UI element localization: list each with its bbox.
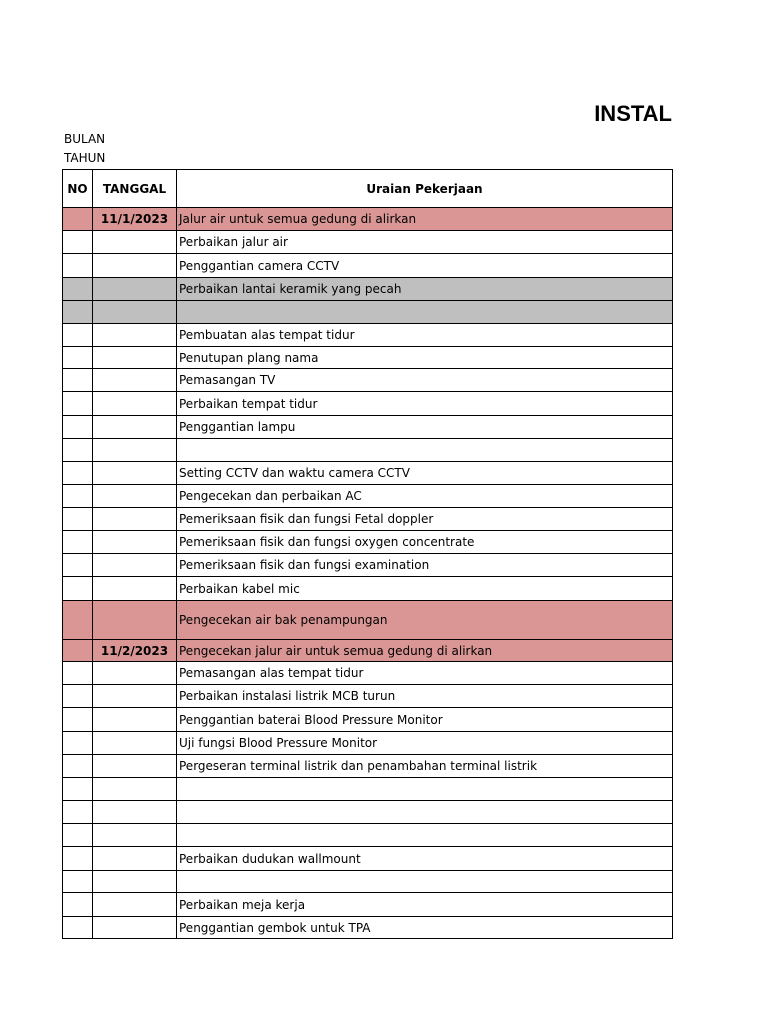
cell-tanggal [93,577,177,601]
cell-tanggal [93,301,177,324]
cell-uraian: Perbaikan kabel mic [177,577,673,601]
cell-no [63,554,93,577]
cell-no [63,231,93,254]
cell-no [63,301,93,324]
cell-uraian: Penutupan plang nama [177,347,673,369]
table-body [63,208,673,939]
cell-uraian [177,301,673,324]
cell-no [63,531,93,554]
cell-uraian: Pemasangan alas tempat tidur [177,662,673,685]
cell-tanggal: 11/2/2023 [93,640,177,662]
table-row [63,439,673,462]
cell-no [63,847,93,871]
table-row [63,301,673,324]
cell-no [63,917,93,939]
cell-tanggal [93,369,177,392]
table-row [63,231,673,254]
cell-uraian: Jalur air untuk semua gedung di alirkan [177,208,673,231]
header-tanggal: TANGGAL [93,170,177,208]
cell-no [63,732,93,755]
table-row [63,416,673,439]
cell-tanggal [93,254,177,278]
cell-no [63,508,93,531]
table-row [63,577,673,601]
cell-tanggal [93,554,177,577]
cell-uraian [177,439,673,462]
cell-uraian [177,824,673,847]
cell-uraian [177,871,673,893]
cell-no [63,708,93,732]
cell-uraian: Penggantian gembok untuk TPA [177,917,673,939]
cell-tanggal [93,278,177,301]
cell-no [63,871,93,893]
cell-no [63,347,93,369]
cell-uraian: Penggantian baterai Blood Pressure Monitor [177,708,673,732]
cell-tanggal [93,508,177,531]
table-row [63,531,673,554]
cell-tanggal [93,708,177,732]
cell-no [63,640,93,662]
cell-tanggal: 11/1/2023 [93,208,177,231]
cell-uraian: Perbaikan instalasi listrik MCB turun [177,685,673,708]
cell-no [63,801,93,824]
cell-tanggal [93,231,177,254]
work-log-table [62,169,673,939]
cell-no [63,755,93,778]
table-row [63,732,673,755]
cell-no [63,392,93,416]
table-row [63,917,673,939]
cell-no [63,778,93,801]
cell-no [63,278,93,301]
table-row [63,685,673,708]
table-row [63,254,673,278]
table-row [63,708,673,732]
cell-tanggal [93,755,177,778]
cell-uraian: Pemasangan TV [177,369,673,392]
cell-tanggal [93,531,177,554]
cell-uraian: Penggantian camera CCTV [177,254,673,278]
cell-uraian: Uji fungsi Blood Pressure Monitor [177,732,673,755]
page-title: INSTAL [594,101,672,126]
cell-no [63,369,93,392]
cell-tanggal [93,893,177,917]
cell-no [63,208,93,231]
table-row [63,485,673,508]
cell-tanggal [93,662,177,685]
cell-uraian: Pengecekan air bak penampungan [177,601,673,640]
table-row [63,601,673,640]
cell-uraian: Pemeriksaan fisik dan fungsi examination [177,554,673,577]
cell-tanggal [93,439,177,462]
table-row [63,847,673,871]
table-row [63,392,673,416]
table-row [63,347,673,369]
cell-no [63,462,93,485]
table-row [63,278,673,301]
cell-uraian: Pemeriksaan fisik dan fungsi Fetal doppler [177,508,673,531]
table-row [63,462,673,485]
cell-uraian: Pemeriksaan fisik dan fungsi oxygen concentrate [177,531,673,554]
cell-uraian: Pengecekan jalur air untuk semua gedung di alirkan [177,640,673,662]
tahun-label: TAHUN [64,151,106,165]
cell-uraian [177,801,673,824]
header-no: NO [63,170,93,208]
table-row [63,554,673,577]
cell-tanggal [93,685,177,708]
cell-uraian [177,778,673,801]
cell-tanggal [93,485,177,508]
table-row [63,824,673,847]
cell-no [63,824,93,847]
table-row [63,640,673,662]
cell-tanggal [93,778,177,801]
cell-no [63,601,93,640]
cell-uraian: Perbaikan dudukan wallmount [177,847,673,871]
cell-tanggal [93,917,177,939]
table-row [63,508,673,531]
table-row [63,324,673,347]
table-row [63,662,673,685]
cell-tanggal [93,871,177,893]
cell-tanggal [93,416,177,439]
table-row [63,801,673,824]
cell-uraian: Pembuatan alas tempat tidur [177,324,673,347]
cell-tanggal [93,324,177,347]
cell-tanggal [93,347,177,369]
cell-tanggal [93,801,177,824]
cell-no [63,254,93,278]
cell-tanggal [93,392,177,416]
cell-uraian: Pengecekan dan perbaikan AC [177,485,673,508]
cell-no [63,439,93,462]
table-row [63,755,673,778]
cell-tanggal [93,824,177,847]
cell-uraian: Perbaikan tempat tidur [177,392,673,416]
cell-no [63,485,93,508]
cell-tanggal [93,462,177,485]
header-uraian: Uraian Pekerjaan [177,170,673,208]
cell-no [63,324,93,347]
cell-uraian: Penggantian lampu [177,416,673,439]
cell-no [63,893,93,917]
bulan-label: BULAN [64,132,106,146]
cell-no [63,685,93,708]
table-row [63,778,673,801]
cell-tanggal [93,601,177,640]
cell-tanggal [93,847,177,871]
table-row [63,893,673,917]
cell-uraian: Perbaikan lantai keramik yang pecah [177,278,673,301]
table-row [63,871,673,893]
cell-no [63,662,93,685]
cell-uraian: Setting CCTV dan waktu camera CCTV [177,462,673,485]
cell-uraian: Perbaikan meja kerja [177,893,673,917]
table-row [63,208,673,231]
cell-no [63,577,93,601]
cell-tanggal [93,732,177,755]
cell-uraian: Perbaikan jalur air [177,231,673,254]
header-row [63,170,673,208]
table-row [63,369,673,392]
cell-no [63,416,93,439]
cell-uraian: Pergeseran terminal listrik dan penambahan terminal listrik [177,755,673,778]
